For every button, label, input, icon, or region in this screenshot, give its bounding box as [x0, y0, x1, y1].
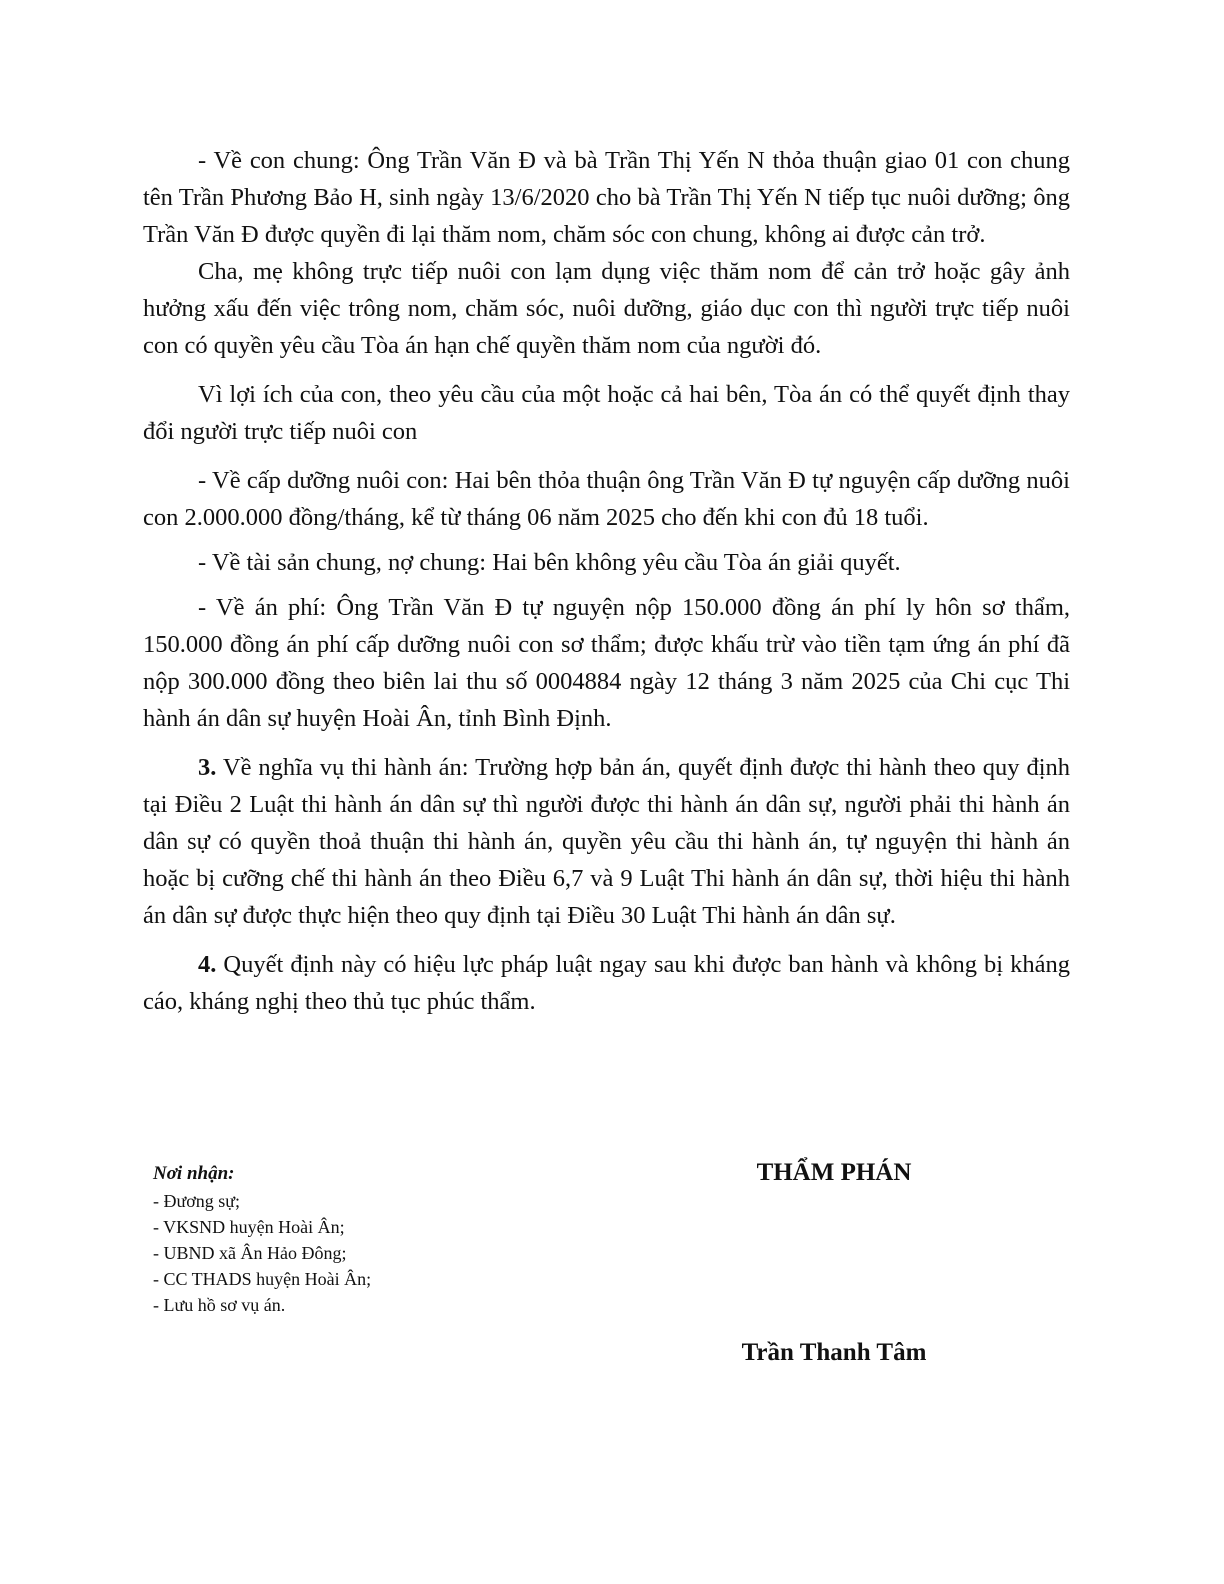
recipient-item: - UBND xã Ân Hảo Đông;	[153, 1243, 347, 1263]
section-number-3: 3.	[198, 754, 217, 781]
recipients-block	[153, 1160, 573, 1318]
recipient-item: - Lưu hồ sơ vụ án.	[153, 1295, 286, 1315]
signature-title: THẨM PHÁN	[756, 1159, 912, 1186]
recipients-title: Nơi nhận:	[153, 1163, 235, 1184]
paragraph-custody-change: Vì lợi ích của con, theo yêu cầu của một hoặc cả hai bên, Tòa án có thể quyết định thay đổi người trực tiếp nuôi con	[143, 381, 1070, 445]
recipients-list	[153, 1188, 573, 1318]
section-4-text: Quyết định này có hiệu lực pháp luật ngay sau khi được ban hành và không bị kháng cáo, kháng nghị theo thủ tục phúc thẩm.	[143, 951, 1070, 1015]
paragraph-effectiveness	[143, 946, 1070, 1020]
section-number-4: 4.	[198, 951, 217, 978]
section-3-text: Về nghĩa vụ thi hành án: Trường hợp bản án, quyết định được thi hành theo quy định tại Điều 2 Luật thi hành án dân sự thì người được thi hành án dân sự, người phải thi hành án dân sự có quyền thoả thuận thi hành án, quyền yêu cầu thi hành án, tự nguyện thi hành án hoặc bị cưỡng chế thi hành án theo Điều 6,7 và 9 Luật Thi hành án dân sự, thời hiệu thi hành án dân sự được thực hiện theo quy định tại Điều 30 Luật Thi hành án dân sự.	[143, 754, 1070, 929]
document-body	[143, 142, 1070, 1020]
paragraph-common-child: - Về con chung: Ông Trần Văn Đ và bà Trần Thị Yến N thỏa thuận giao 01 con chung tên Trần Phương Bảo H, sinh ngày 13/6/2020 cho bà Trần Thị Yến N tiếp tục nuôi dưỡng; ông Trần Văn Đ được quyền đi lại thăm nom, chăm sóc con chung, không ai được cản trở.	[143, 147, 1070, 248]
paragraph-enforcement-obligation	[143, 749, 1070, 934]
paragraph-child-support: - Về cấp dưỡng nuôi con: Hai bên thỏa thuận ông Trần Văn Đ tự nguyện cấp dưỡng nuôi con 2.000.000 đồng/tháng, kể từ tháng 06 năm 2025 cho đến khi con đủ 18 tuổi.	[143, 467, 1070, 531]
paragraph-common-property: - Về tài sản chung, nợ chung: Hai bên không yêu cầu Tòa án giải quyết.	[198, 549, 901, 576]
paragraph-visitation-abuse: Cha, mẹ không trực tiếp nuôi con lạm dụng việc thăm nom để cản trở hoặc gây ảnh hưởng xấu đến việc trông nom, chăm sóc, nuôi dưỡng, giáo dục con thì người trực tiếp nuôi con có quyền yêu cầu Tòa án hạn chế quyền thăm nom của người đó.	[143, 258, 1070, 359]
signature-name: Trần Thanh Tâm	[741, 1339, 927, 1366]
recipient-item: - VKSND huyện Hoài Ân;	[153, 1217, 345, 1237]
recipient-item: - Đương sự;	[153, 1191, 241, 1211]
paragraph-court-fees: - Về án phí: Ông Trần Văn Đ tự nguyện nộp 150.000 đồng án phí ly hôn sơ thẩm, 150.000 đồng án phí cấp dưỡng nuôi con sơ thẩm; được khấu trừ vào tiền tạm ứng án phí đã nộp 300.000 đồng theo biên lai thu số 0004884 ngày 12 tháng 3 năm 2025 của Chi cục Thi hành án dân sự huyện Hoài Ân, tỉnh Bình Định.	[143, 594, 1070, 732]
recipient-item: - CC THADS huyện Hoài Ân;	[153, 1269, 372, 1289]
